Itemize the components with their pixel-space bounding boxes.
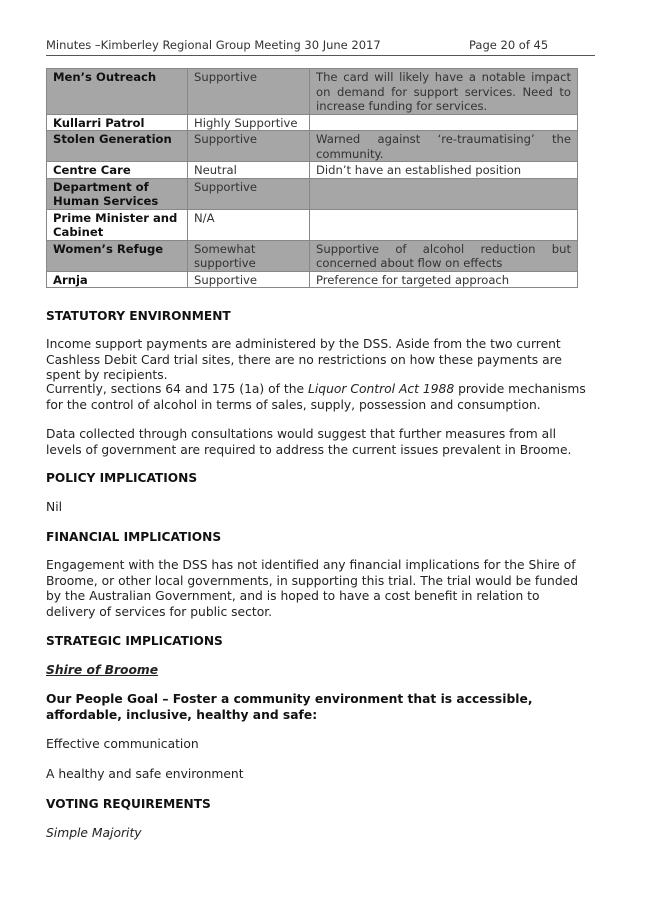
table-row xyxy=(47,69,578,115)
statutory-p2-before: Currently, sections 64 and 175 (1a) of the xyxy=(46,382,308,396)
comment-cell xyxy=(310,114,578,131)
stakeholder-table xyxy=(46,68,578,288)
page-number: Page 20 of 45 xyxy=(469,38,549,52)
position-cell: N/A xyxy=(188,209,310,240)
strategic-heading: STRATEGIC IMPLICATIONS xyxy=(46,634,223,648)
org-cell: Department of Human Services xyxy=(47,178,188,209)
position-cell: Supportive xyxy=(188,178,310,209)
table-row xyxy=(47,209,578,240)
financial-heading: FINANCIAL IMPLICATIONS xyxy=(46,530,222,544)
table-row xyxy=(47,131,578,162)
comment-cell xyxy=(310,209,578,240)
position-cell: Neutral xyxy=(188,162,310,179)
org-cell: Kullarri Patrol xyxy=(47,114,188,131)
statutory-paragraph-2 xyxy=(46,382,586,413)
comment-cell: Warned against ‘re-traumatising’ the community. xyxy=(310,131,578,162)
position-cell: Supportive xyxy=(188,131,310,162)
table-row xyxy=(47,178,578,209)
strategic-goal: Our People Goal – Foster a community environment that is accessible, affordable, inclusive, healthy and safe: xyxy=(46,692,533,722)
strategic-item-2: A healthy and safe environment xyxy=(46,767,244,781)
voting-heading: VOTING REQUIREMENTS xyxy=(46,797,211,811)
statutory-heading: STATUTORY ENVIRONMENT xyxy=(46,309,231,323)
statutory-p2-after: provide mechanisms for the control of alcohol in terms of sales, supply, possession and consumption. xyxy=(46,382,586,412)
table-row xyxy=(47,162,578,179)
policy-text: Nil xyxy=(46,500,63,514)
org-cell: Men’s Outreach xyxy=(47,69,188,115)
policy-heading: POLICY IMPLICATIONS xyxy=(46,471,198,485)
page-header xyxy=(46,38,595,56)
comment-cell: Didn’t have an established position xyxy=(310,162,578,179)
position-cell: Supportive xyxy=(188,271,310,288)
position-cell: Somewhat supportive xyxy=(188,240,310,271)
table-row xyxy=(47,240,578,271)
comment-cell: Preference for targeted approach xyxy=(310,271,578,288)
org-cell: Women’s Refuge xyxy=(47,240,188,271)
comment-cell: The card will likely have a notable impact on demand for support services. Need to increase funding for services. xyxy=(310,69,578,115)
header-title: Minutes –Kimberley Regional Group Meeting 30 June 2017 xyxy=(46,38,381,52)
strategic-subheading: Shire of Broome xyxy=(46,663,159,677)
org-cell: Arnja xyxy=(47,271,188,288)
statutory-paragraph-1: Income support payments are administered by the DSS. Aside from the two current Cashless Debit Card trial sites, there are no restrictions on how these payments are spent by recipients. xyxy=(46,337,562,382)
position-cell: Supportive xyxy=(188,69,310,115)
table-row xyxy=(47,114,578,131)
table-row xyxy=(47,271,578,288)
comment-cell xyxy=(310,178,578,209)
org-cell: Prime Minister and Cabinet xyxy=(47,209,188,240)
statutory-paragraph-3: Data collected through consultations would suggest that further measures from all levels of government are required to address the current issues prevalent in Broome. xyxy=(46,427,572,457)
financial-text: Engagement with the DSS has not identified any financial implications for the Shire of Broome, or other local governments, in supporting this trial. The trial would be funded by the Australian Government, and is hoped to have a cost benefit in relation to delivery of services for public sector. xyxy=(46,558,579,619)
org-cell: Centre Care xyxy=(47,162,188,179)
comment-cell: Supportive of alcohol reduction but concerned about flow on effects xyxy=(310,240,578,271)
strategic-item-1: Effective communication xyxy=(46,737,199,751)
org-cell: Stolen Generation xyxy=(47,131,188,162)
position-cell: Highly Supportive xyxy=(188,114,310,131)
legislation-title: Liquor Control Act 1988 xyxy=(308,382,455,396)
voting-text: Simple Majority xyxy=(46,826,142,840)
